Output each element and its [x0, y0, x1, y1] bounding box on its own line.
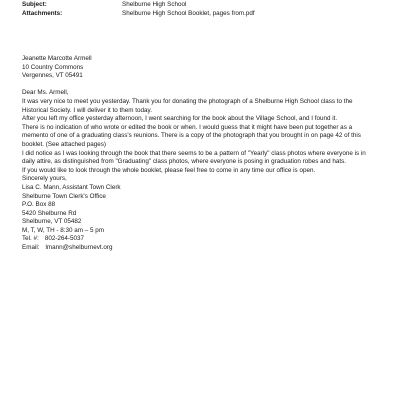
subject-label: Subject:	[22, 1, 47, 8]
signature-city: Shelburne, VT 05482	[22, 218, 82, 226]
recipient-name: Jeanette Marcotte Armell	[22, 55, 92, 62]
signature-po-box: P.O. Box 88	[22, 201, 56, 209]
subject-value: Shelburne High School	[122, 1, 187, 8]
attachment-file-link[interactable]: Shelburne High School Booklet, pages from.pdf	[122, 10, 255, 17]
signature-phone	[22, 235, 374, 244]
paragraph-3: There is no indication of who wrote or edited the book or when. I would guess that it might have been put together as a memento of one of a graduating class's reunions. There is a copy of the photograph that you brought in on page 42 of this booklet. (See attached pages)	[22, 123, 361, 148]
signature-name: Lisa C. Mann, Assistant Town Clerk	[22, 183, 121, 191]
recipient-city: Vergennes, VT 05491	[22, 72, 83, 80]
closing: Sincerely yours,	[22, 175, 67, 183]
signature-block	[22, 184, 374, 253]
paragraph-4: I did notice as I was looking through the book that there seems to be a pattern of "Yearly" class photos where everyone is in daily attire, as distinguished from "Graduating" class photos, where everyone is posing in graduation robes and hats.	[22, 149, 366, 166]
signature-hours: M, T, W, TH - 8:30 am – 5 pm	[22, 226, 105, 234]
attachments-label: Attachments:	[22, 10, 63, 17]
phone-label: Tel. #:	[22, 235, 39, 243]
recipient-street: 10 Country Commons	[22, 63, 84, 71]
signature-office: Shelburne Town Clerk's Office	[22, 192, 106, 200]
email-label: Email:	[22, 244, 40, 252]
paragraph-2: After you left my office yesterday afternoon, I went searching for the book about the Village School, and I found it.	[22, 115, 338, 123]
salutation: Dear Ms. Armell,	[22, 89, 69, 97]
letter-body	[22, 55, 374, 253]
signature-street: 5420 Shelburne Rd	[22, 209, 77, 217]
paragraph-5: If you would like to look through the whole booklet, please feel free to come in any time our office is open.	[22, 166, 316, 174]
recipient-address	[22, 55, 374, 81]
email-link[interactable]: lmann@shelburnevt.org	[45, 244, 113, 252]
signature-email	[22, 244, 374, 253]
phone-number: 802-264-5037	[44, 235, 85, 243]
paragraph-1: It was very nice to meet you yesterday. Thank you for donating the photograph of a Shelburne High School class to the Historical Society. I will deliver it to them today.	[22, 97, 353, 114]
